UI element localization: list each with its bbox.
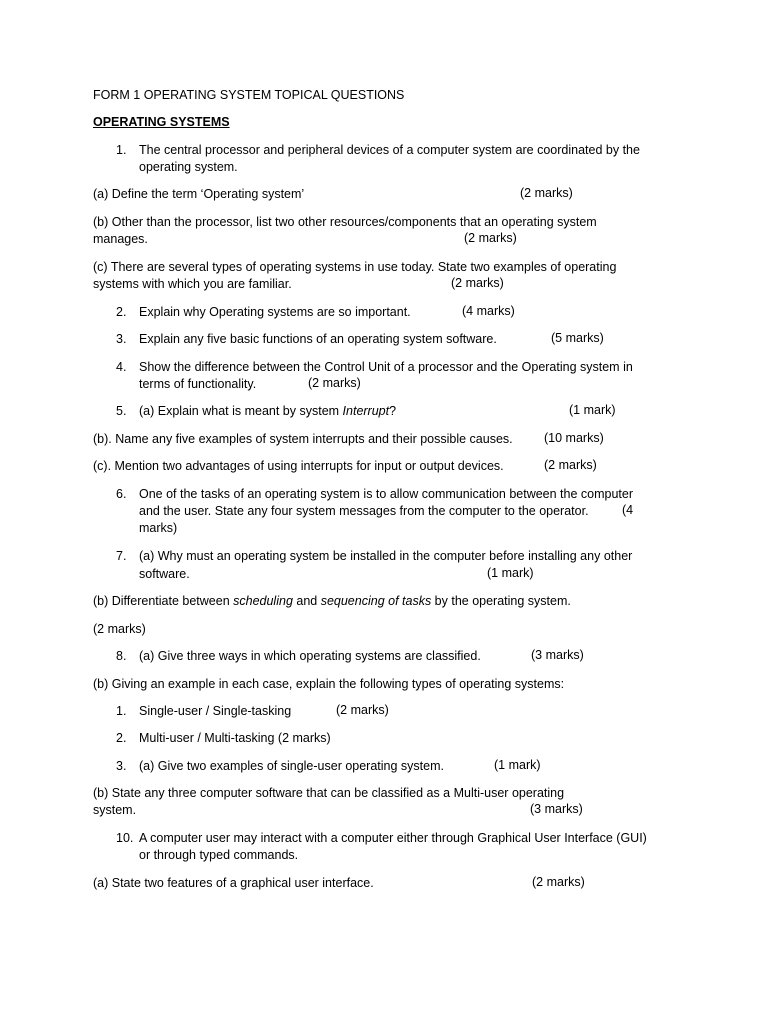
question-number-8: 8.	[116, 649, 127, 663]
question-7a-marks: (1 mark)	[487, 566, 534, 580]
question-1-line-1: The central processor and peripheral devices of a computer system are coordinated by the	[139, 143, 640, 157]
question-1c-marks: (2 marks)	[451, 276, 504, 290]
question-5a-emphasis: Interrupt	[342, 404, 390, 418]
question-5c: (c). Mention two advantages of using interrupts for input or output devices.	[93, 459, 504, 473]
list-item: (a) Give two examples of single-user operating system.	[139, 759, 444, 773]
question-8a-marks: (3 marks)	[531, 648, 584, 662]
question-9b-marks: (3 marks)	[530, 802, 583, 816]
question-5a-marks: (1 mark)	[569, 403, 616, 417]
question-10a: (a) State two features of a graphical user interface.	[93, 876, 374, 890]
question-1-line-2: operating system.	[139, 160, 238, 174]
question-4-line-1: Show the difference between the Control Unit of a processor and the Operating system in	[139, 360, 633, 374]
list-item: Multi-user / Multi-tasking (2 marks)	[139, 731, 331, 745]
question-7b-emphasis-2: sequencing of tasks	[320, 594, 432, 608]
question-7a-line-2: software.	[139, 567, 190, 581]
question-number-2: 2.	[116, 305, 127, 319]
question-3: Explain any five basic functions of an operating system software.	[139, 332, 497, 346]
question-number-5: 5.	[116, 404, 127, 418]
list-item-marks: (2 marks)	[336, 703, 389, 717]
question-2-marks: (4 marks)	[462, 304, 515, 318]
question-6-line-1: One of the tasks of an operating system is to allow communication between the computer	[139, 487, 634, 501]
question-5c-marks: (2 marks)	[544, 458, 597, 472]
question-number-4: 4.	[116, 360, 127, 374]
question-1b-line-2: manages.	[93, 232, 148, 246]
question-9b-line-1: (b) State any three computer software that can be classified as a Multi-user operating	[93, 786, 565, 800]
question-9b-line-2: system.	[93, 803, 137, 817]
section-heading: OPERATING SYSTEMS	[93, 115, 230, 129]
question-7a-line-1: (a) Why must an operating system be installed in the computer before installing any other	[139, 549, 633, 563]
question-5a-text: (a) Explain what is meant by system	[139, 404, 343, 418]
list-item-number: 2.	[116, 731, 127, 745]
question-1c-line-2: systems with which you are familiar.	[93, 277, 292, 291]
question-number-7: 7.	[116, 549, 127, 563]
question-5b-marks: (10 marks)	[544, 431, 604, 445]
question-8a: (a) Give three ways in which operating systems are classified.	[139, 649, 481, 663]
question-number-6: 6.	[116, 487, 127, 501]
question-5b: (b). Name any five examples of system interrupts and their possible causes.	[93, 432, 513, 446]
list-item: Single-user / Single-tasking	[139, 704, 292, 718]
question-6-line-3: marks)	[139, 521, 178, 535]
question-10-line-2: or through typed commands.	[139, 848, 299, 862]
question-8b: (b) Giving an example in each case, explain the following types of operating systems:	[93, 677, 565, 691]
question-6-line-2: and the user. State any four system messages from the computer to the operator.	[139, 504, 589, 518]
question-7b-text: (b) Differentiate between	[93, 594, 234, 608]
list-item-marks: (1 mark)	[494, 758, 541, 772]
question-number-3: 3.	[116, 332, 127, 346]
question-7b-marks: (2 marks)	[93, 622, 146, 636]
question-1a: (a) Define the term ‘Operating system’	[93, 187, 305, 201]
question-5a-end: ?	[389, 404, 397, 418]
question-7b-end: by the operating system.	[431, 594, 571, 608]
question-1a-marks: (2 marks)	[520, 186, 573, 200]
page-title: FORM 1 OPERATING SYSTEM TOPICAL QUESTIONS	[93, 88, 405, 102]
question-number-1: 1.	[116, 143, 127, 157]
question-7b-emphasis-1: scheduling	[233, 594, 293, 608]
question-10a-marks: (2 marks)	[532, 875, 585, 889]
question-1b-marks: (2 marks)	[464, 231, 517, 245]
question-4-marks: (2 marks)	[308, 376, 361, 390]
question-10-line-1: A computer user may interact with a computer either through Graphical User Interface (GUI)	[139, 831, 647, 845]
question-1b-line-1: (b) Other than the processor, list two other resources/components that an operating system	[93, 215, 597, 229]
question-1c-line-1: (c) There are several types of operating systems in use today. State two examples of operating	[93, 260, 617, 274]
question-7b	[93, 593, 571, 611]
question-5a	[139, 403, 396, 421]
question-4-line-2: terms of functionality.	[139, 377, 257, 391]
question-7b-joiner: and	[292, 594, 321, 608]
question-2: Explain why Operating systems are so important.	[139, 305, 411, 319]
list-item-number: 3.	[116, 759, 127, 773]
list-item-number: 1.	[116, 704, 127, 718]
question-3-marks: (5 marks)	[551, 331, 604, 345]
question-number-10: 10.	[116, 831, 134, 845]
question-6-marks: (4	[622, 503, 634, 517]
